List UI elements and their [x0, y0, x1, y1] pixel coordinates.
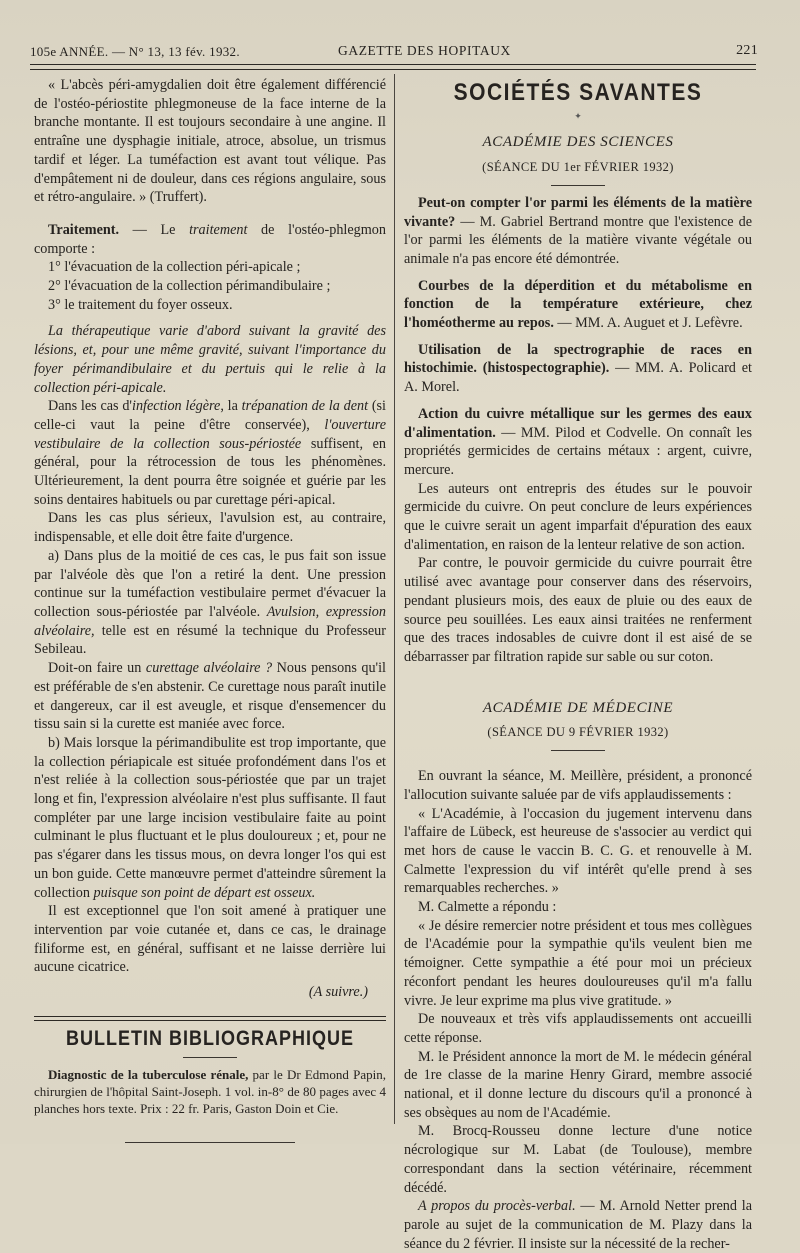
- medecine-paragraph: M. Brocq-Rousseu donne lecture d'une notice nécrologique sur M. Labat (de Toulouse), membre correspondant dans la section vétérinaire, récemment décédé.: [404, 1123, 752, 1196]
- column-divider: [394, 74, 395, 1124]
- page-header: [30, 40, 760, 62]
- right-column: [404, 80, 752, 1253]
- sciences-item: Action du cuivre métallique sur les germes des eaux d'alimentation. — MM. Pilod et Codvelle. On connaît les propriétés germicides de certains métaux : argent, cuivre, mercure.: [404, 405, 752, 478]
- treatment-item: 1° l'évacuation de la collection péri-apicale ;: [48, 259, 301, 276]
- short-rule: [183, 1057, 237, 1058]
- medecine-paragraph: « L'Académie, à l'occasion du jugement intervenu dans l'affaire de Lübeck, est heureuse de s'associer au verdict qui met hors de cause le vaccin B. C. G. et renouvelle à M. Calmette l'expression du vif intérêt qu'elle prend à ses remarquables recherches. »: [404, 805, 752, 897]
- academy-sciences-title: ACADÉMIE DES SCIENCES: [482, 134, 674, 151]
- left-column: [34, 76, 386, 1152]
- bulletin-title: BULLETIN BIBLIOGRAPHIQUE: [66, 1025, 354, 1050]
- academy-sciences-session: (SÉANCE DU 1er FÉVRIER 1932): [482, 160, 674, 175]
- differential-quote: « L'abcès péri-amygdalien doit être également différencié de l'ostéo-périostite phlegmoneuse de la face interne de la branche montante. Il est toujours secondaire à une angine. Il entraîne une dysphagie initiale, atroce, absolue, un trismus tardif et léger. La tuméfaction est avant tout vélique. Pas d'empâtement ni de douleur, dans ces régions angulaire, sous et rétro-angulaire. » (Truffert).: [34, 77, 386, 206]
- to-be-continued: (A suivre.): [308, 984, 368, 1001]
- medecine-paragraph: A propos du procès-verbal. — M. Arnold Netter prend la parole au sujet de la communication de M. Plazy dans la séance du 2 février. Il insiste sur la nécessité de la recher-: [404, 1198, 752, 1252]
- medecine-paragraph: M. le Président annonce la mort de M. le médecin général de 1re classe de la marine Henry Girard, membre associé national, et il donne lecture du discours qu'il a prononcé à ses obsèques au nom de l'Académie.: [404, 1048, 752, 1121]
- ornament-rule: [34, 1133, 386, 1152]
- light-infection-paragraph: Dans les cas d'infection légère, la trépanation de la dent (si celle-ci vaut la peine d'être conservée), l'ouverture vestibulaire de la collection sous-périostée suffisent, en général, pour la rétrocession de tous les phénomènes. Ultérieurement, la dent pourra être soignée et guérie par les soins dentaires habituels ou par curettage péri-apical.: [34, 398, 387, 508]
- academy-medecine-session: (SÉANCE DU 9 FÉVRIER 1932): [487, 725, 669, 740]
- exceptional-paragraph: Il est exceptionnel que l'on soit amené à pratiquer une intervention par voie cutanée et, dans ce cas, le drainage filiforme est, en général, suffisant et ne laisse derrière lui aucune cicatrice.: [34, 903, 386, 976]
- medecine-paragraph: « Je désire remercier notre président et tous mes collègues de l'Académie pour la sympathie qu'ils veulent bien me témoigner. Cette sympathie a été pour moi un précieux réconfort pendant les heures douloureuses qu'il m'a fallu vivre. Je leur exprime ma plus vive gratitude. »: [404, 917, 752, 1009]
- page-number: 221: [736, 43, 758, 58]
- sciences-item: Utilisation de la spectrographie de races en histochimie. (histospectographie). — MM. A. Policard et A. Morel.: [404, 341, 752, 396]
- curettage-paragraph: Doit-on faire un curettage alvéolaire ? Nous pensons qu'il est préférable de s'en abstenir. Ce curettage nous paraît inutile et dangereux, car il est aveugle, et risque d'ensemencer du tissu sain si la curette est maniée avec force.: [34, 660, 386, 733]
- bibliography-entry: Diagnostic de la tuberculose rénale, par le Dr Edmond Papin, chirurgien de l'hôpital Saint-Joseph. 1 vol. in-8° de 80 pages avec 4 planches hors texte. Prix : 22 fr. Paris, Gaston Doin et Cie.: [34, 1067, 386, 1117]
- short-rule: [551, 185, 605, 186]
- sciences-item: Peut-on compter l'or parmi les éléments de la matière vivante? — M. Gabriel Bertrand montre que l'existence de l'or parmi les éléments de la matière vivante végétale ou animale n'a pas encore été démontrée.: [404, 194, 752, 267]
- bulletin-rule: [34, 1016, 386, 1021]
- treatment-item: 2° l'évacuation de la collection périmandibulaire ;: [48, 278, 331, 295]
- medecine-paragraph: M. Calmette a répondu :: [418, 899, 557, 916]
- case-a-paragraph: a) Dans plus de la moitié de ces cas, le pus fait son issue par l'alvéole dès que l'on a retiré la dent. Une pression continue sur la tuméfaction vestibulaire permet d'évacuer la collection sous-périostée par l'alvéole. Avulsion, expression alvéolaire, telle est en résumé la technique du Professeur Sebileau.: [34, 547, 386, 658]
- treatment-item: 3° le traitement du foyer osseux.: [48, 296, 233, 313]
- sciences-item: Courbes de la déperdition et du métabolisme en fonction de la température extérieure, chez l'homéotherme au repos. — MM. A. Auguet et J. Lefèvre.: [404, 277, 752, 332]
- medecine-paragraph: De nouveaux et très vifs applaudissements ont accueilli cette réponse.: [404, 1011, 752, 1046]
- section-title: SOCIÉTÉS SAVANTES: [453, 79, 703, 106]
- journal-title: GAZETTE DES HOPITAUX: [338, 43, 511, 58]
- medecine-paragraph: En ouvrant la séance, M. Meillère, président, a prononcé l'allocution suivante saluée par de vifs applaudissements :: [404, 768, 752, 803]
- star-ornament-icon: ✦: [574, 110, 582, 121]
- treatment-intro: Traitement. — Le traitement de l'ostéo-phlegmon comporte :: [34, 221, 386, 257]
- case-b-paragraph: b) Mais lorsque la périmandibulite est trop importante, que la collection périapicale est située profondément dans l'os et n'est reliée à la collection sous-périostée que par un trajet long et fin, l'expression alvéolaire n'est plus suffisante. Il faut compléter par une large incision vestibulaire faite au point culminant le plus fluctuant et le plus douloureux ; et, pour ne pas s'égarer dans les tissus mous, on devra longer l'os qui est un bon guide. Cette manœuvre permet d'atteindre sûrement la collection puisque son point de départ est osseux.: [34, 734, 386, 901]
- issue-info: 105e ANNÉE. — N° 13, 13 fév. 1932.: [30, 44, 240, 59]
- sciences-paragraph: Par contre, le pouvoir germicide du cuivre pourrait être utilisé avec avantage pour conserver dans des réservoirs, pendant plusieurs mois, des eaux de pluie ou des eaux de source peu souillées. Les eaux ainsi traitées ne renferment que des traces indosables de cuivre dont il est aisé de se débarrasser par filtration rapide sur sable ou sur coton.: [404, 555, 752, 665]
- treatment-heading: Traitement.: [48, 221, 120, 238]
- header-rule: [30, 64, 756, 70]
- short-rule: [551, 750, 605, 751]
- serious-cases-paragraph: Dans les cas plus sérieux, l'avulsion est, au contraire, indispensable, et elle doit être faite d'urgence.: [34, 510, 386, 546]
- therapy-paragraph: La thérapeutique varie d'abord suivant la gravité des lésions, et, pour une même gravité, suivant l'importance du foyer périmandibulaire et du pertuis qui le relie à la collection péri-apicale.: [34, 323, 386, 396]
- academy-medecine-title: ACADÉMIE DE MÉDECINE: [482, 699, 674, 716]
- sciences-paragraph: Les auteurs ont entrepris des études sur le pouvoir germicide du cuivre. On peut conclure de leurs expériences que le cuivre serait un agent imparfait d'épuration des eaux d'alimentation, en raison de la lenteur relative de son action.: [404, 480, 752, 553]
